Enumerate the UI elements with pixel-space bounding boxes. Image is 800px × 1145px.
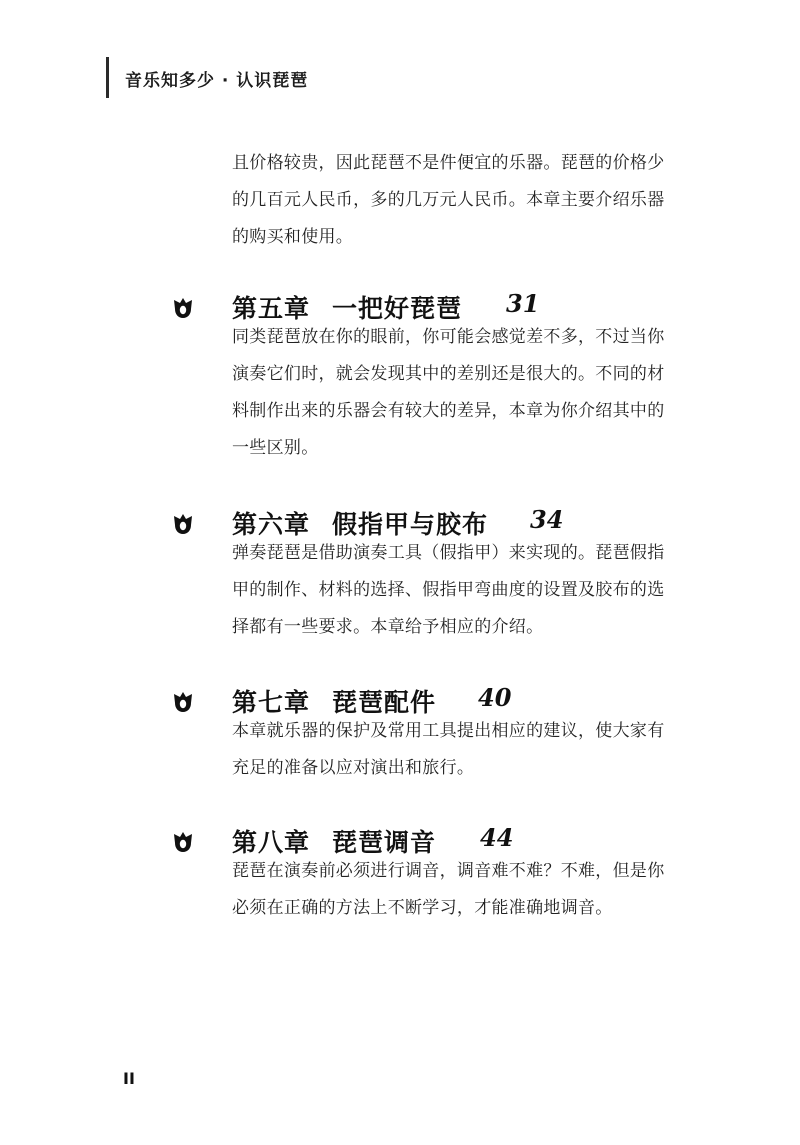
chapter-title: 假指甲与胶布 (332, 510, 489, 539)
chapter-description: 同类琵琶放在你的眼前，你可能会感觉差不多，不过当你演奏它们时，就会发现其中的差别还是很大的。不同的材料制作出来的乐器会有较大的差异，本章为你介绍其中的一些区别。 (232, 327, 665, 458)
toc-entry-chapter-8[interactable] (172, 823, 692, 918)
lotus-bud-icon (172, 831, 194, 853)
toc-entry-chapter-5[interactable] (172, 289, 692, 458)
chapter-title: 一把好琵琶 (332, 294, 463, 323)
chapter-page-number: 34 (530, 505, 564, 534)
running-head: 音乐知多少 · 认识琵琶 (125, 71, 309, 91)
lotus-bud-icon (172, 297, 194, 319)
page-folio: II (123, 1069, 135, 1088)
chapter-page-number: 31 (506, 289, 540, 318)
chapter-page-number: 40 (478, 683, 512, 712)
chapter-description: 弹奏琵琶是借助演奏工具（假指甲）来实现的。琵琶假指甲的制作、材料的选择、假指甲弯曲度的设置及胶布的选择都有一些要求。本章给予相应的介绍。 (232, 543, 665, 637)
chapter-description: 本章就乐器的保护及常用工具提出相应的建议，使大家有充足的准备以应对演出和旅行。 (232, 721, 665, 778)
header-rule (106, 57, 109, 98)
toc-entry-chapter-6[interactable] (172, 505, 692, 637)
lotus-bud-icon (172, 691, 194, 713)
lotus-bud-icon (172, 513, 194, 535)
chapter-description: 琵琶在演奏前必须进行调音，调音难不难？不难，但是你必须在正确的方法上不断学习，才能准确地调音。 (232, 861, 665, 918)
chapter-page-number: 44 (480, 823, 514, 852)
chapter-number: 第八章 (232, 828, 311, 857)
chapter-number: 第七章 (232, 688, 311, 717)
toc-entry-chapter-7[interactable] (172, 683, 692, 778)
intro-paragraph: 且价格较贵，因此琵琶不是件便宜的乐器。琵琶的价格少的几百元人民币，多的几万元人民币。本章主要介绍乐器的购买和使用。 (232, 153, 665, 247)
chapter-title: 琵琶调音 (332, 828, 437, 857)
chapter-title: 琵琶配件 (332, 688, 437, 717)
chapter-number: 第五章 (232, 294, 311, 323)
chapter-number: 第六章 (232, 510, 311, 539)
